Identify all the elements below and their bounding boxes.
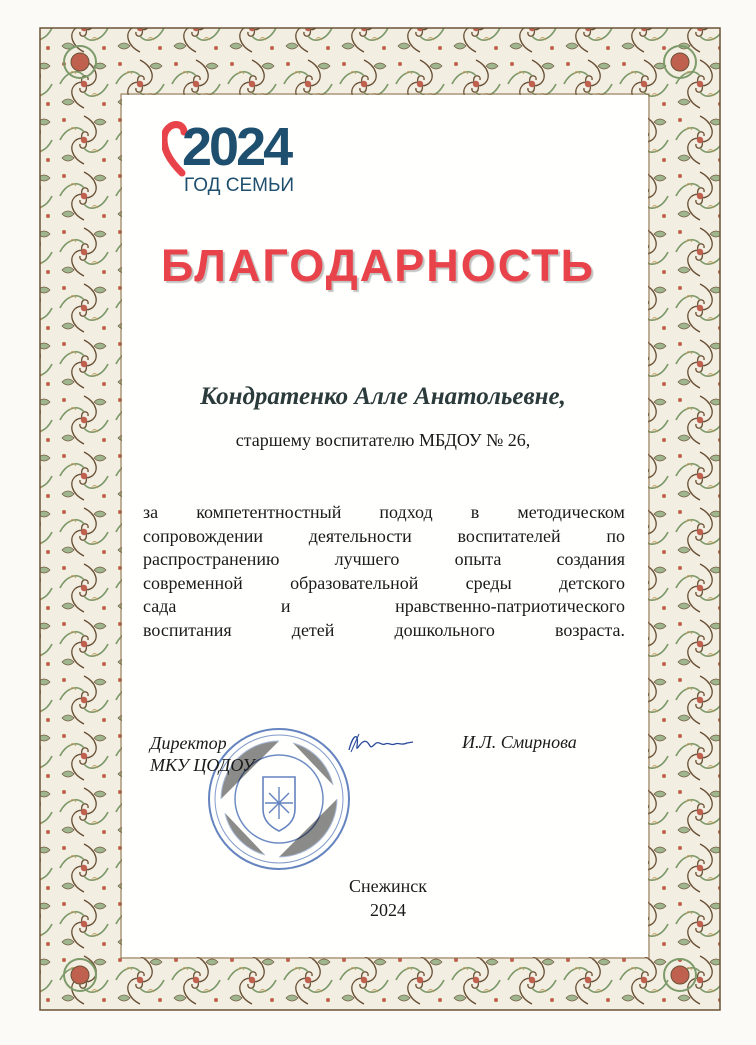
logo-year: 2024 bbox=[182, 117, 291, 177]
body-line: сопровождении деятельности воспитателей по bbox=[143, 525, 625, 546]
year-of-family-logo bbox=[160, 115, 300, 205]
signatory-position bbox=[150, 732, 254, 776]
issue-year: 2024 bbox=[370, 900, 406, 920]
recipient-role: старшему воспитателю МБДОУ № 26, bbox=[235, 430, 531, 450]
recipient-name: Кондратенко Алле Анатольевне, bbox=[200, 383, 566, 410]
body-line: за компетентностный подход в методическом bbox=[143, 502, 625, 522]
body-line: современной образовательной среды детского bbox=[143, 572, 625, 593]
body-line: распространению лучшего опыта создания bbox=[143, 549, 625, 569]
logo-subtitle: ГОД СЕМЬИ bbox=[184, 175, 295, 196]
handwritten-signature bbox=[345, 728, 415, 758]
signatory-position-line1: Директор bbox=[150, 733, 227, 753]
body-line: сада и нравственно-патриотического bbox=[143, 596, 625, 616]
city: Снежинск bbox=[348, 876, 428, 896]
signatory-name: И.Л. Смирнова bbox=[462, 732, 577, 752]
signatory-position-line2: МКУ ЦОДОУ bbox=[150, 755, 255, 775]
body-text bbox=[143, 501, 625, 642]
document-title: БЛАГОДАРНОСТЬ bbox=[161, 240, 595, 291]
body-line: воспитания детей дошкольного возраста. bbox=[143, 619, 625, 640]
